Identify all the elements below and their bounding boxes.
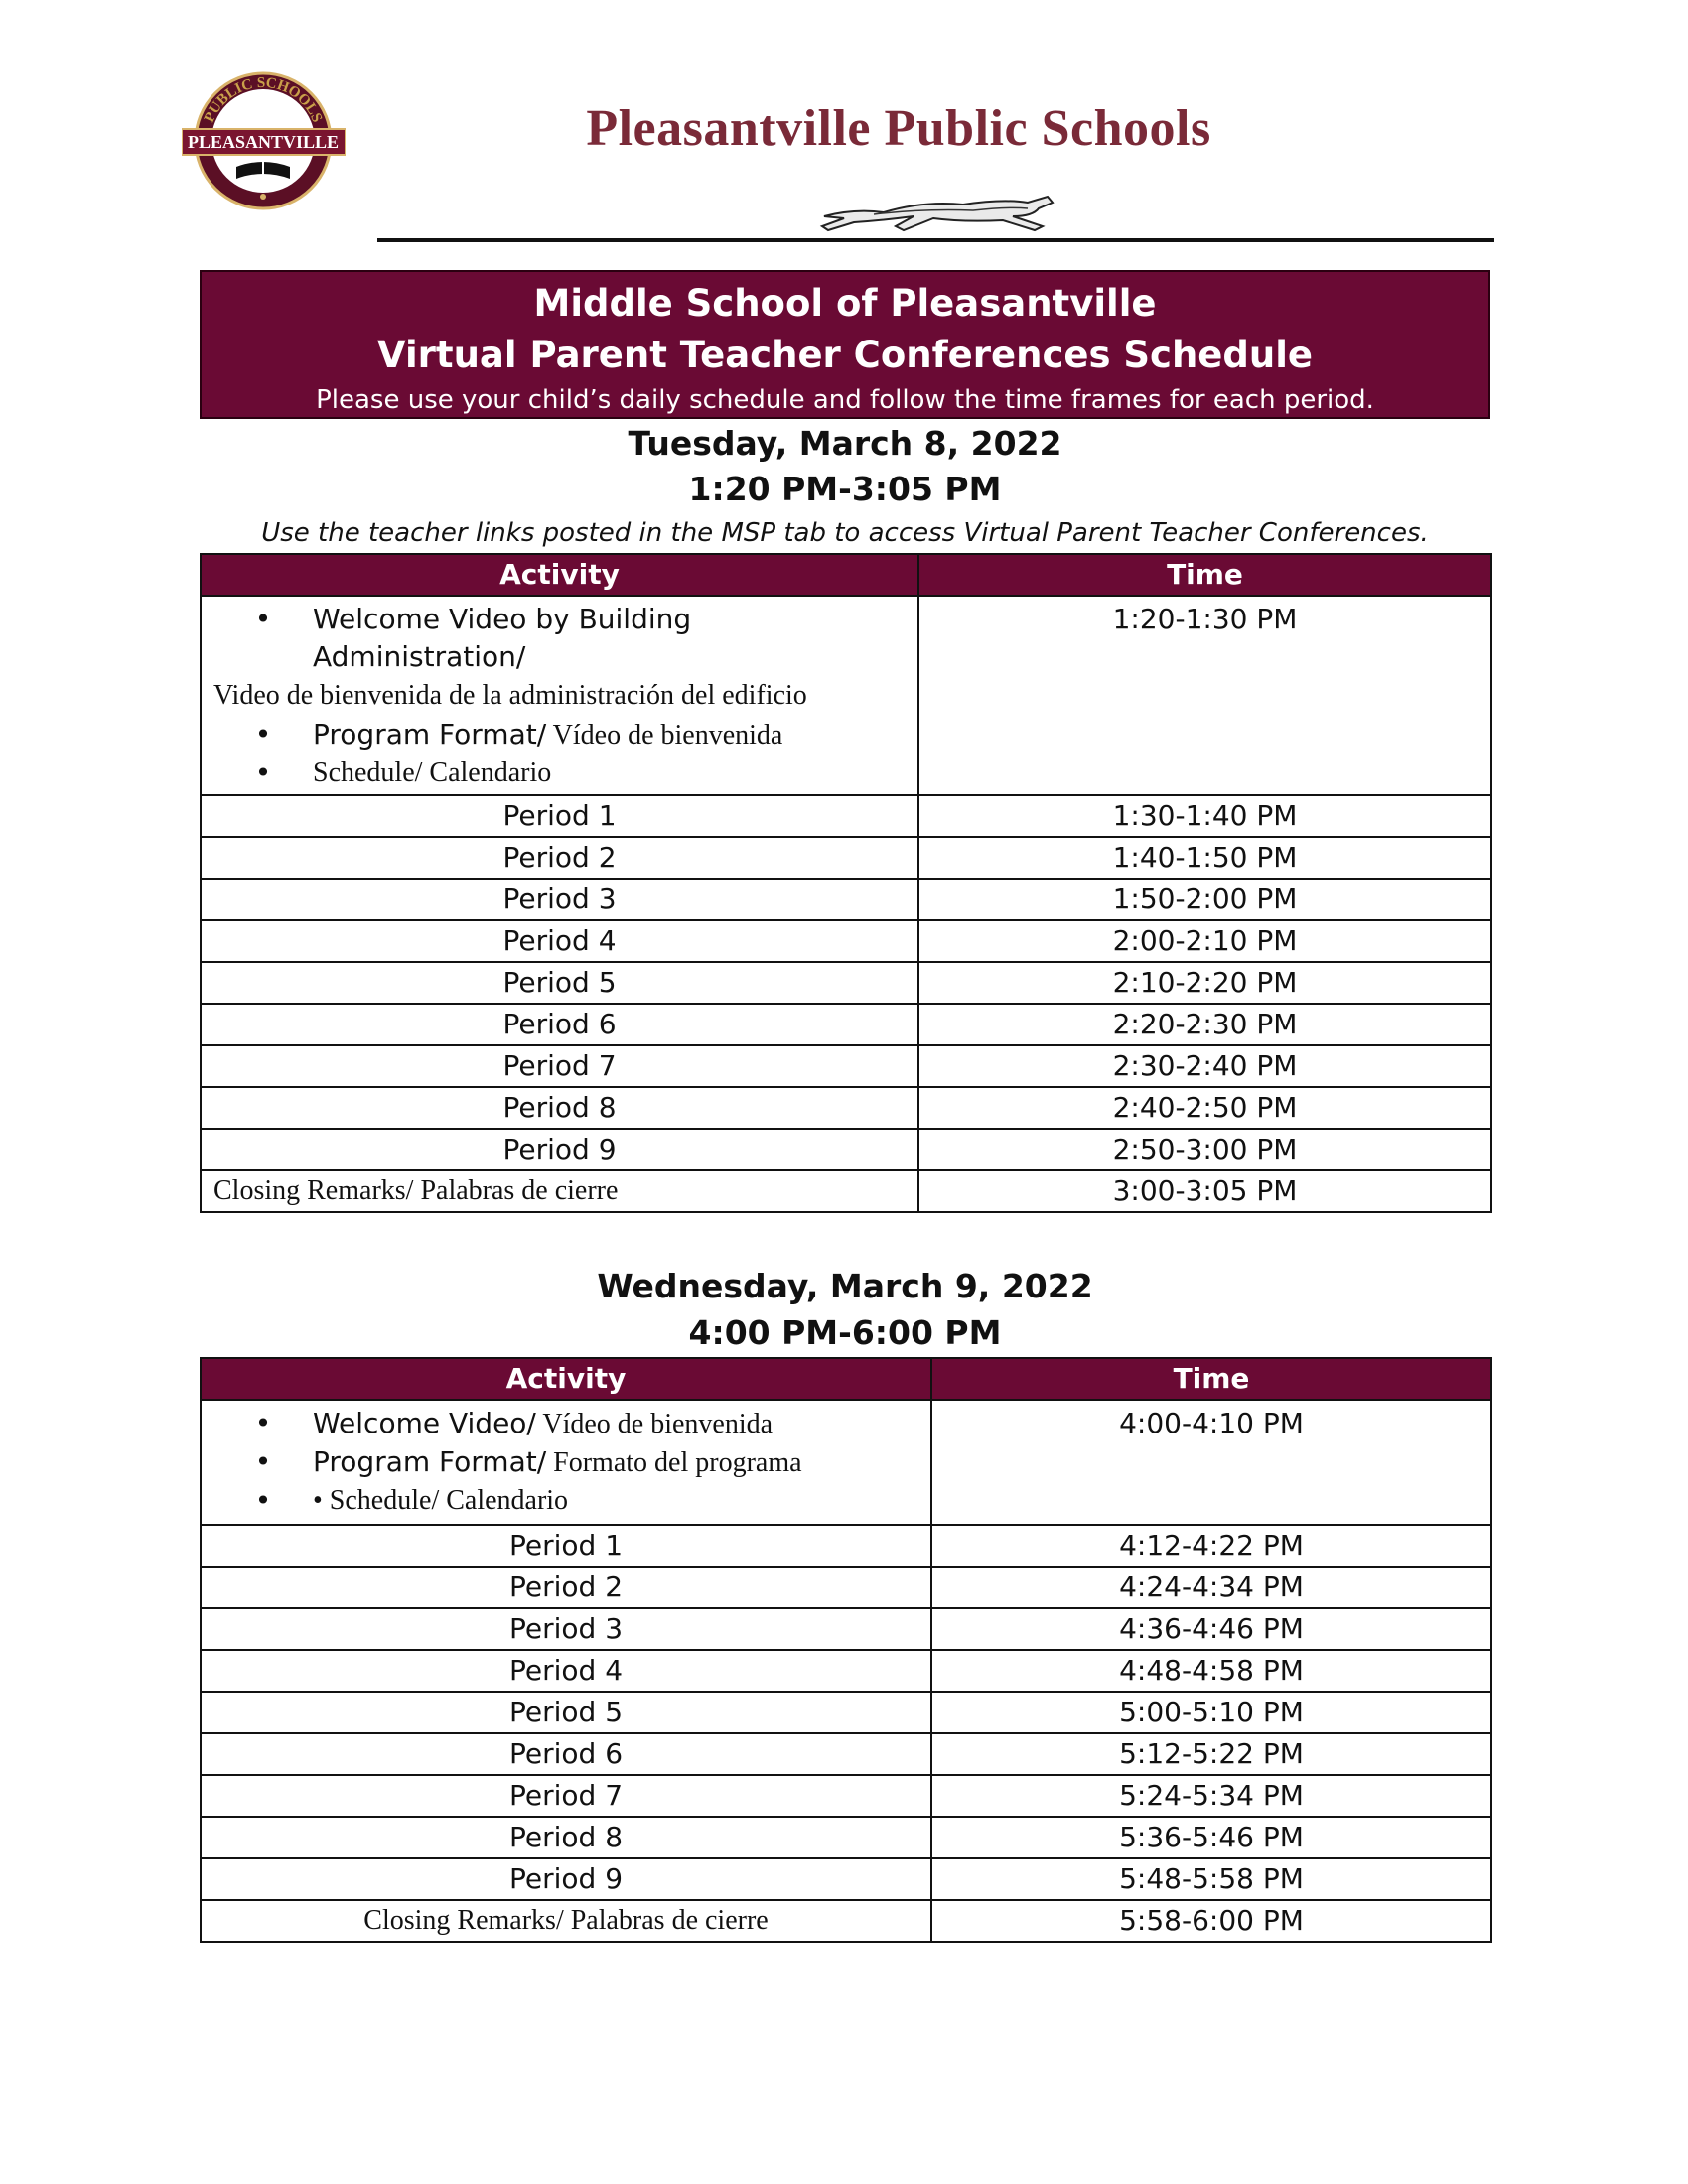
period-activity-cell: Period 1 xyxy=(201,795,918,837)
period-activity-cell: Period 6 xyxy=(201,1004,918,1045)
intro-activity-cell: • Welcome Video/ Vídeo de bienvenida • Program Format/ Formato del programa • • Schedule/ Calendario xyxy=(201,1400,931,1525)
period-activity-cell: Period 7 xyxy=(201,1045,918,1087)
column-header-activity: Activity xyxy=(201,554,918,596)
logo-arc-text: PUBLIC SCHOOLS xyxy=(201,74,326,125)
period-activity-cell: Period 5 xyxy=(201,1692,931,1733)
table-row xyxy=(201,1045,1491,1087)
period-time-cell: 5:24-5:34 PM xyxy=(931,1775,1491,1817)
bullet-icon: • xyxy=(254,603,272,635)
day2-time-range: 4:00 PM-6:00 PM xyxy=(688,1313,1002,1352)
table-row xyxy=(201,837,1491,879)
table-row xyxy=(201,795,1491,837)
day1-time-range: 1:20 PM-3:05 PM xyxy=(688,470,1002,508)
period-time-cell: 4:24-4:34 PM xyxy=(931,1567,1491,1608)
day1-date: Tuesday, March 8, 2022 xyxy=(628,424,1062,463)
period-time-cell: 2:10-2:20 PM xyxy=(918,962,1491,1004)
table-row xyxy=(201,920,1491,962)
period-activity-cell: Period 4 xyxy=(201,920,918,962)
period-activity-cell: Period 9 xyxy=(201,1129,918,1170)
period-activity-cell: Period 2 xyxy=(201,1567,931,1608)
table-row xyxy=(201,1087,1491,1129)
intro-time-cell: 4:00-4:10 PM xyxy=(931,1400,1491,1525)
table-row xyxy=(201,1525,1491,1567)
table-row xyxy=(201,1692,1491,1733)
period-time-cell: 2:20-2:30 PM xyxy=(918,1004,1491,1045)
period-time-cell: 2:00-2:10 PM xyxy=(918,920,1491,962)
day2-schedule-table xyxy=(200,1357,1492,1943)
column-header-activity: Activity xyxy=(201,1358,931,1400)
period-time-cell: 2:30-2:40 PM xyxy=(918,1045,1491,1087)
period-activity-cell: Period 5 xyxy=(201,962,918,1004)
period-activity-cell: Period 2 xyxy=(201,837,918,879)
schedule-banner xyxy=(200,270,1490,419)
bullet-icon: • xyxy=(254,1445,272,1478)
table-row xyxy=(201,1400,1491,1525)
period-activity-cell: Period 3 xyxy=(201,879,918,920)
table-row xyxy=(201,1858,1491,1900)
period-time-cell: 4:48-4:58 PM xyxy=(931,1650,1491,1692)
day2-date: Wednesday, March 9, 2022 xyxy=(597,1267,1093,1305)
bullet-icon: • xyxy=(254,1484,272,1517)
bullet-icon: • xyxy=(254,718,272,751)
table-row xyxy=(201,1817,1491,1858)
period-time-cell: 1:30-1:40 PM xyxy=(918,795,1491,837)
table-row xyxy=(201,1004,1491,1045)
period-activity-cell: Period 8 xyxy=(201,1817,931,1858)
table-header-row xyxy=(201,1358,1491,1400)
table-header-row xyxy=(201,554,1491,596)
table-row xyxy=(201,879,1491,920)
closing-time-cell: 3:00-3:05 PM xyxy=(918,1170,1491,1212)
schedule-title: Virtual Parent Teacher Conferences Schedule xyxy=(376,334,1314,376)
period-time-cell: 2:40-2:50 PM xyxy=(918,1087,1491,1129)
table-row xyxy=(201,1650,1491,1692)
period-time-cell: 4:36-4:46 PM xyxy=(931,1608,1491,1650)
period-time-cell: 4:12-4:22 PM xyxy=(931,1525,1491,1567)
closing-activity-cell: Closing Remarks/ Palabras de cierre xyxy=(201,1900,931,1942)
period-activity-cell: Period 3 xyxy=(201,1608,931,1650)
period-time-cell: 5:48-5:58 PM xyxy=(931,1858,1491,1900)
period-activity-cell: Period 6 xyxy=(201,1733,931,1775)
intro-time-cell: 1:20-1:30 PM xyxy=(918,596,1491,795)
greyhound-mascot-icon xyxy=(814,187,1062,236)
period-time-cell: 5:12-5:22 PM xyxy=(931,1733,1491,1775)
bullet-icon: • xyxy=(254,1407,272,1439)
closing-time-cell: 5:58-6:00 PM xyxy=(931,1900,1491,1942)
table-row xyxy=(201,962,1491,1004)
period-time-cell: 1:40-1:50 PM xyxy=(918,837,1491,879)
table-row xyxy=(201,1567,1491,1608)
column-header-time: Time xyxy=(931,1358,1491,1400)
bullet-icon: • xyxy=(254,756,272,789)
period-time-cell: 5:00-5:10 PM xyxy=(931,1692,1491,1733)
period-activity-cell: Period 4 xyxy=(201,1650,931,1692)
header-divider xyxy=(377,238,1494,242)
table-row xyxy=(201,596,1491,795)
period-time-cell: 1:50-2:00 PM xyxy=(918,879,1491,920)
table-row xyxy=(201,1733,1491,1775)
table-row xyxy=(201,1775,1491,1817)
period-activity-cell: Period 7 xyxy=(201,1775,931,1817)
period-activity-cell: Period 9 xyxy=(201,1858,931,1900)
table-row xyxy=(201,1170,1491,1212)
logo-band-text: PLEASANTVILLE xyxy=(187,132,340,152)
day1-note: Use the teacher links posted in the MSP tab to access Virtual Parent Teacher Conferences. xyxy=(261,518,1429,548)
day1-schedule-table xyxy=(200,553,1492,1213)
org-title: Pleasantville Public Schools xyxy=(586,100,1211,157)
period-activity-cell: Period 8 xyxy=(201,1087,918,1129)
period-time-cell: 5:36-5:46 PM xyxy=(931,1817,1491,1858)
intro-activity-cell: • Welcome Video by Building Administration/ Video de bienvenida de la administración del edificio • Program Format/ Vídeo de bienvenida • Schedule/ Calendario xyxy=(201,596,918,795)
district-logo xyxy=(182,69,346,210)
table-row xyxy=(201,1129,1491,1170)
schedule-instructions: Please use your child’s daily schedule and follow the time frames for each period. xyxy=(316,385,1374,415)
school-name: Middle School of Pleasantville xyxy=(533,282,1157,325)
column-header-time: Time xyxy=(918,554,1491,596)
table-row xyxy=(201,1900,1491,1942)
closing-activity-cell: Closing Remarks/ Palabras de cierre xyxy=(201,1170,918,1212)
table-row xyxy=(201,1608,1491,1650)
period-time-cell: 2:50-3:00 PM xyxy=(918,1129,1491,1170)
period-activity-cell: Period 1 xyxy=(201,1525,931,1567)
